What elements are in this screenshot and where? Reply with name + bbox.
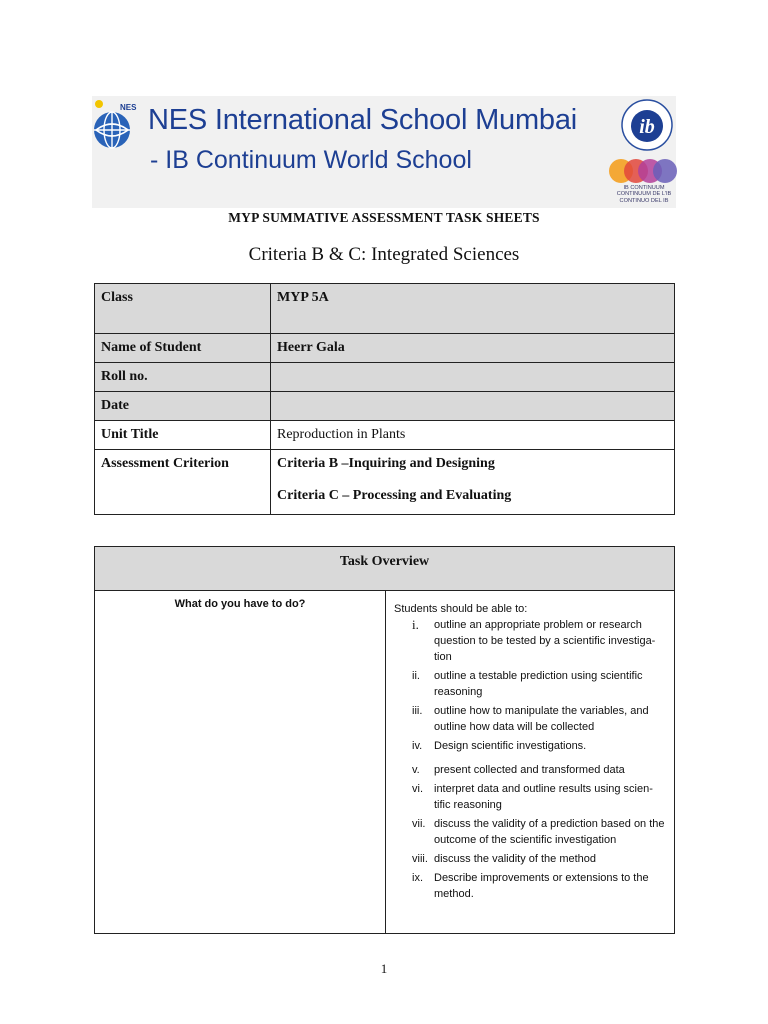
item-text: discuss the validity of the method — [434, 853, 597, 865]
item-number: i. — [412, 617, 419, 632]
item-text: Design scientific investigations. — [434, 740, 587, 752]
outcomes-list — [392, 617, 668, 902]
table-row — [95, 547, 675, 591]
date-field[interactable] — [271, 392, 675, 421]
unit-title-value: Reproduction in Plants — [271, 421, 675, 450]
student-info-table — [94, 283, 675, 515]
table-row — [95, 392, 675, 421]
table-row — [95, 334, 675, 363]
list-item — [392, 738, 668, 754]
nes-logo-icon — [92, 98, 148, 156]
table-row — [95, 591, 675, 934]
item-text: Describe improvements or extensions to the method. — [434, 872, 649, 900]
task-question-cell — [95, 591, 386, 934]
list-item — [392, 851, 668, 867]
school-header-banner — [92, 96, 676, 208]
item-text: discuss the validity of a prediction based on the outcome of the scientific investigation — [434, 818, 665, 846]
assessment-criterion-value — [271, 450, 675, 515]
item-text: outline an appropriate problem or research question to be tested by a scientific investiga-tion — [434, 619, 656, 663]
class-label: Class — [95, 284, 271, 334]
date-label: Date — [95, 392, 271, 421]
class-value: MYP 5A — [271, 284, 675, 334]
roll-number-field[interactable] — [271, 363, 675, 392]
svg-text:NES: NES — [120, 103, 137, 112]
item-number: viii. — [412, 853, 428, 865]
student-name-value: Heerr Gala — [271, 334, 675, 363]
document-subtitle: Criteria B & C: Integrated Sciences — [248, 244, 520, 265]
list-item — [392, 781, 668, 813]
task-overview-table — [94, 546, 675, 934]
list-item — [392, 668, 668, 700]
list-item — [392, 617, 668, 665]
task-overview-heading: Task Overview — [95, 547, 675, 591]
table-row — [95, 363, 675, 392]
table-row — [95, 450, 675, 515]
criterion-line: Criteria B –Inquiring and Designing — [277, 456, 495, 471]
school-name: NES International School Mumbai — [148, 104, 578, 136]
item-text: present collected and transformed data — [434, 764, 625, 776]
task-question-label: What do you have to do? — [174, 598, 306, 610]
school-subtitle: - IB Continuum World School — [150, 146, 472, 174]
ib-continuum-tagline — [604, 185, 684, 204]
svg-text:ib: ib — [639, 116, 655, 138]
table-row — [95, 284, 675, 334]
item-number: iv. — [412, 740, 423, 752]
item-number: vi. — [412, 783, 423, 795]
assessment-criterion-label: Assessment Criterion — [95, 450, 271, 515]
unit-title-label: Unit Title — [95, 421, 271, 450]
item-number: iii. — [412, 705, 423, 717]
ib-continuum-circles-icon — [608, 158, 678, 184]
outcomes-intro: Students should be able to: — [394, 603, 528, 615]
student-name-label: Name of Student — [95, 334, 271, 363]
list-item — [392, 703, 668, 735]
item-text: interpret data and outline results using scien-tific reasoning — [434, 783, 653, 811]
document-title: MYP SUMMATIVE ASSESSMENT TASK SHEETS — [228, 210, 540, 225]
ib-tagline-line: IB CONTINUUM — [623, 185, 665, 191]
roll-number-label: Roll no. — [95, 363, 271, 392]
item-text: outline a testable prediction using scientific reasoning — [434, 670, 643, 698]
criterion-line: Criteria C – Processing and Evaluating — [277, 488, 512, 503]
list-item — [392, 816, 668, 848]
list-item — [392, 762, 668, 778]
item-number: ix. — [412, 872, 423, 884]
item-number: ii. — [412, 670, 420, 682]
list-item — [392, 870, 668, 902]
table-row — [95, 421, 675, 450]
ib-tagline-line: CONTINUO DEL IB — [619, 197, 669, 204]
item-text: outline how to manipulate the variables, and outline how data will be collected — [434, 705, 649, 733]
page-number: 1 — [380, 961, 388, 976]
ib-tagline-line: CONTINUUM DE L'IB — [616, 191, 672, 198]
item-number: vii. — [412, 818, 426, 830]
ib-world-school-logo-icon — [620, 98, 674, 152]
task-outcomes-cell — [386, 591, 675, 934]
item-number: v. — [412, 764, 420, 776]
